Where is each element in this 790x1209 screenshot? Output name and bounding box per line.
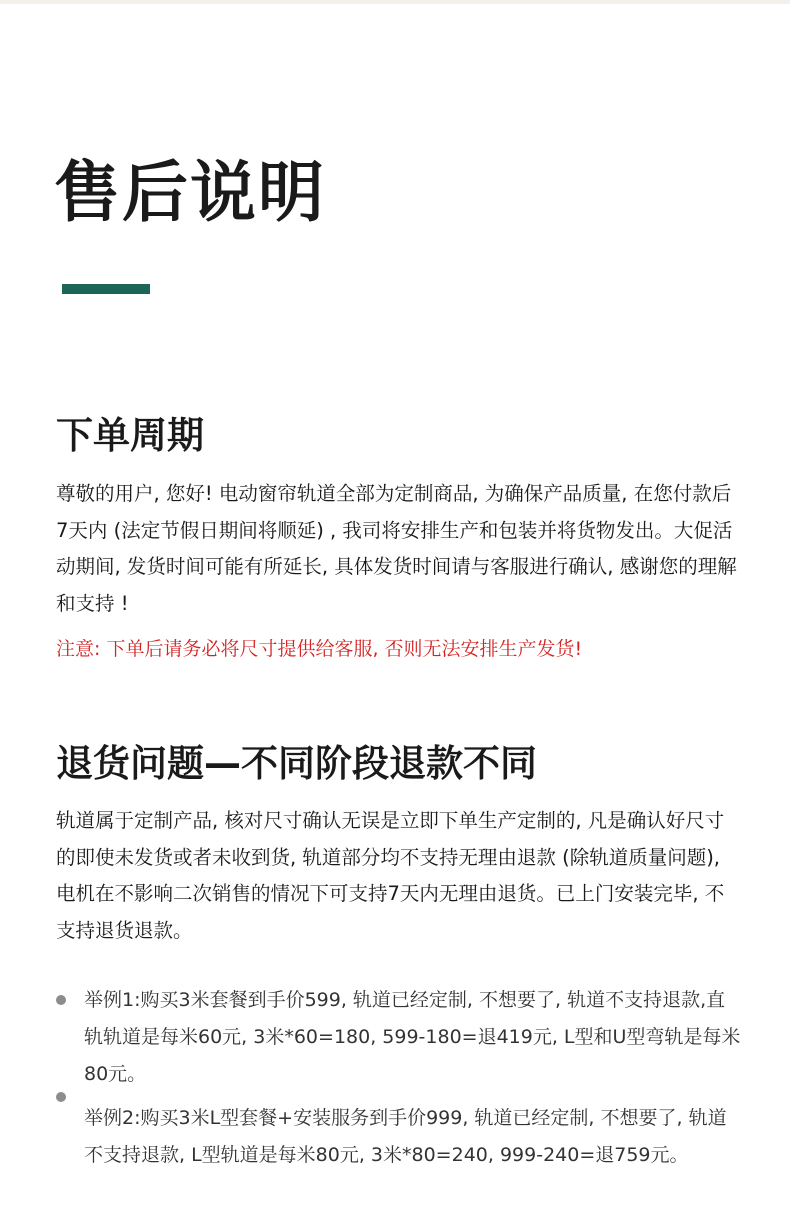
ordering-section-title: 下单周期 bbox=[56, 414, 204, 457]
bullet-icon bbox=[56, 1092, 66, 1102]
bullet-icon bbox=[56, 995, 66, 1005]
page-title: 售后说明 bbox=[54, 154, 326, 231]
returns-paragraph: 轨道属于定制产品, 核对尺寸确认无误是立即下单生产定制的, 凡是确认好尺寸的即使未发货或者未收到货, 轨道部分均不支持无理由退款 (除轨道质量问题), 电机在不影响二次销售的情况下可支持7天内无理由退货。已上门安装完毕, 不支持退货退款。 bbox=[56, 809, 725, 942]
example-item bbox=[56, 1100, 742, 1174]
ordering-paragraph: 尊敬的用户, 您好! 电动窗帘轨道全部为定制商品, 为确保产品质量, 在您付款后7天内 (法定节假日期间将顺延) , 我司将安排生产和包装并将货物发出。大促活动期间, 发货时间可能有所延长, 具体发货时间请与客服进行确认, 感谢您的理解和支持 ! bbox=[56, 482, 737, 615]
example-text: 举例1:购买3米套餐到手价599, 轨道已经定制, 不想要了, 轨道不支持退款,直轨轨道是每米60元, 3米*60=180, 599-180=退419元, L型和U型弯轨是每米80元。 bbox=[84, 989, 741, 1085]
top-divider bbox=[0, 0, 790, 4]
ordering-notice: 注意: 下单后请务必将尺寸提供给客服, 否则无法安排生产发货! bbox=[56, 638, 583, 660]
returns-section-title: 退货问题—不同阶段退款不同 bbox=[56, 742, 537, 785]
title-accent-bar bbox=[62, 284, 150, 294]
example-item bbox=[56, 982, 742, 1093]
example-text: 举例2:购买3米L型套餐+安装服务到手价999, 轨道已经定制, 不想要了, 轨道不支持退款, L型轨道是每米80元, 3米*80=240, 999-240=退759元。 bbox=[84, 1107, 727, 1166]
